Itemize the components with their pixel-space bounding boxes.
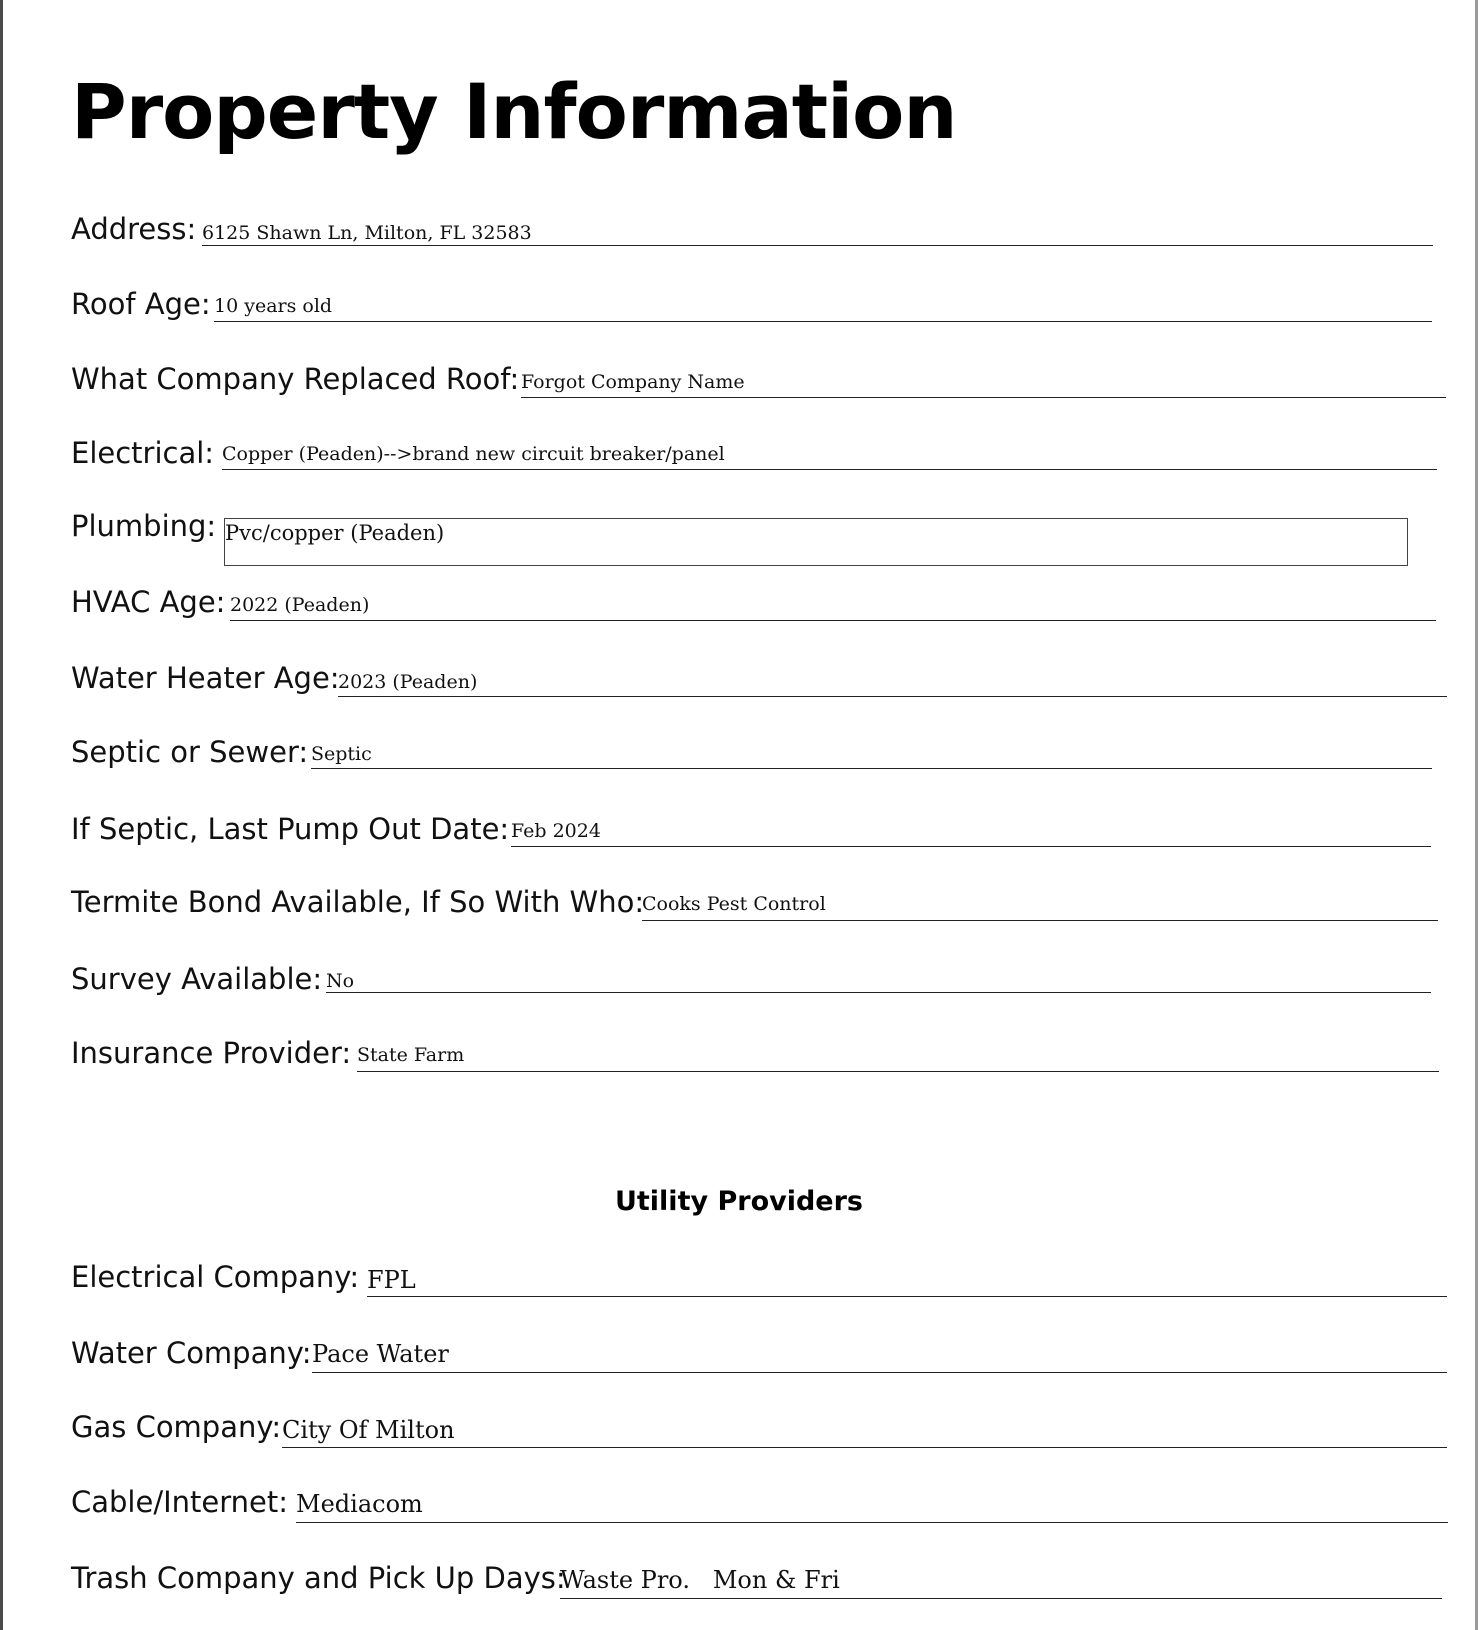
- field-label-plumbing: Plumbing:: [71, 509, 217, 543]
- utility-providers-heading: Utility Providers: [614, 1186, 864, 1217]
- field-underline-gas-company: [282, 1447, 1447, 1448]
- field-value-survey[interactable]: No: [326, 970, 355, 992]
- field-underline-trash: [560, 1598, 1442, 1599]
- field-underline-cable-internet: [296, 1522, 1448, 1523]
- field-underline-water-company: [312, 1372, 1447, 1373]
- field-label-septic-or-sewer: Septic or Sewer:: [71, 735, 309, 769]
- field-underline-last-pump-out: [511, 846, 1431, 847]
- field-underline-termite-bond: [642, 920, 1438, 921]
- field-underline-electrical-company: [367, 1296, 1447, 1297]
- field-label-trash: Trash Company and Pick Up Days:: [71, 1561, 566, 1595]
- page-title: Property Information: [71, 67, 957, 156]
- field-label-electrical-company: Electrical Company:: [71, 1260, 360, 1294]
- field-label-address: Address:: [71, 212, 197, 246]
- field-value-last-pump-out[interactable]: Feb 2024: [511, 820, 601, 842]
- field-label-gas-company: Gas Company:: [71, 1410, 282, 1444]
- field-label-insurance: Insurance Provider:: [71, 1036, 352, 1070]
- field-underline-water-heater-age: [338, 696, 1447, 697]
- field-underline-survey: [326, 992, 1431, 993]
- page-left-border: [0, 0, 3, 1630]
- field-label-last-pump-out: If Septic, Last Pump Out Date:: [71, 812, 510, 846]
- field-label-survey: Survey Available:: [71, 962, 323, 996]
- field-underline-electrical: [222, 469, 1437, 470]
- field-value-insurance[interactable]: State Farm: [357, 1044, 465, 1066]
- field-value-roof-company[interactable]: Forgot Company Name: [521, 371, 745, 393]
- field-underline-roof-company: [521, 397, 1446, 398]
- field-value-electrical[interactable]: Copper (Peaden)-->brand new circuit breaker/panel: [222, 443, 725, 465]
- field-underline-septic-or-sewer: [311, 768, 1432, 769]
- field-value-water-company[interactable]: Pace Water: [312, 1340, 449, 1368]
- field-value-trash[interactable]: Waste Pro. Mon & Fri: [560, 1566, 840, 1594]
- field-value-address[interactable]: 6125 Shawn Ln, Milton, FL 32583: [202, 222, 532, 244]
- field-label-roof-company: What Company Replaced Roof:: [71, 362, 520, 396]
- field-label-water-company: Water Company:: [71, 1336, 312, 1370]
- field-underline-roof-age: [214, 321, 1432, 322]
- field-label-water-heater-age: Water Heater Age:: [71, 661, 340, 695]
- field-value-gas-company[interactable]: City Of Milton: [282, 1416, 455, 1444]
- plumbing-text-box[interactable]: [224, 518, 1408, 566]
- field-value-electrical-company[interactable]: FPL: [367, 1266, 416, 1294]
- field-label-cable-internet: Cable/Internet:: [71, 1485, 289, 1519]
- field-value-plumbing: Pvc/copper (Peaden): [225, 521, 445, 545]
- field-underline-hvac-age: [230, 620, 1436, 621]
- field-label-roof-age: Roof Age:: [71, 287, 211, 321]
- field-label-electrical: Electrical:: [71, 436, 215, 470]
- field-value-hvac-age[interactable]: 2022 (Peaden): [230, 594, 370, 616]
- field-value-septic-or-sewer[interactable]: Septic: [311, 743, 372, 765]
- field-underline-insurance: [357, 1071, 1439, 1072]
- field-value-roof-age[interactable]: 10 years old: [214, 295, 333, 317]
- field-value-water-heater-age[interactable]: 2023 (Peaden): [338, 671, 478, 693]
- field-value-cable-internet[interactable]: Mediacom: [296, 1490, 423, 1518]
- field-label-hvac-age: HVAC Age:: [71, 585, 226, 619]
- field-value-termite-bond[interactable]: Cooks Pest Control: [642, 893, 826, 915]
- field-underline-address: [202, 245, 1433, 246]
- field-label-termite-bond: Termite Bond Available, If So With Who:: [71, 885, 645, 919]
